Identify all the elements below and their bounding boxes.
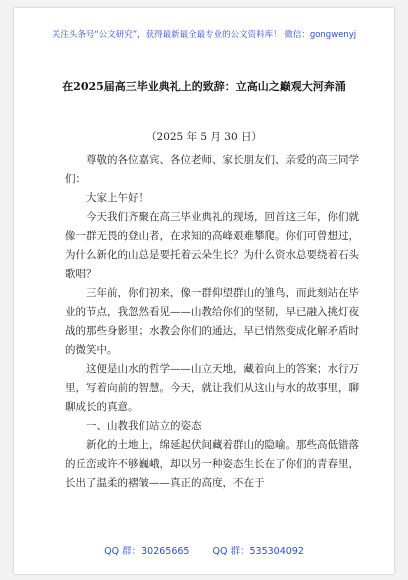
body-paragraph: 这便是山水的哲学——山立天地，藏着向上的答案；水行万里，写着向前的智慧。今天，就让我们从这山与水的故事里，聊聊成长的真意。 — [65, 363, 359, 413]
document-body — [65, 151, 361, 493]
body-paragraph: 新化的土地上，绵延起伏间藏着群山的隐喻。那些高低错落的丘峦或许不够巍峨，却以另一种姿态生长在了你们的青春里，长出了温柔的褶皱——真正的高度，不在于 — [65, 439, 359, 489]
body-paragraph: 今天我们齐聚在高三毕业典礼的现场，回首这三年，你们就像一群无畏的登山者，在求知的高峰艰难攀爬。你们可曾想过，为什么新化的山总是要托着云朵生长？为什么资水总要绕着石头歌唱？ — [65, 211, 359, 280]
footer-qq-group-2: QQ 群：535304092 — [212, 546, 304, 557]
footer-contact — [14, 543, 394, 557]
greeting-paragraph: 大家上午好！ — [86, 192, 149, 204]
header-promo-text: 关注头条号“公文研究”，获得最新最全最专业的公文资料库！ 微信：gongwenyj — [51, 30, 357, 40]
footer-qq-group-1: QQ 群：30265665 — [104, 546, 190, 557]
document-date: （2025 年 5 月 30 日） — [146, 131, 262, 143]
document-page — [14, 8, 394, 574]
section-heading: 一、山教我们站立的姿态 — [86, 420, 202, 432]
salutation-paragraph: 尊敬的各位嘉宾、各位老师、家长朋友们、亲爱的高三同学们： — [65, 154, 359, 185]
document-title: 在2025届高三毕业典礼上的致辞：立高山之巅观大河奔涌 — [62, 80, 346, 93]
body-paragraph: 三年前，你们初来，像一群仰望群山的雏鸟，而此刻站在毕业的节点，我忽然看见——山教给你们的坚韧，早已融入挑灯夜战的那些身影里；水教会你们的通达，早已悄然变成化解矛盾时的微笑中。 — [65, 287, 359, 356]
